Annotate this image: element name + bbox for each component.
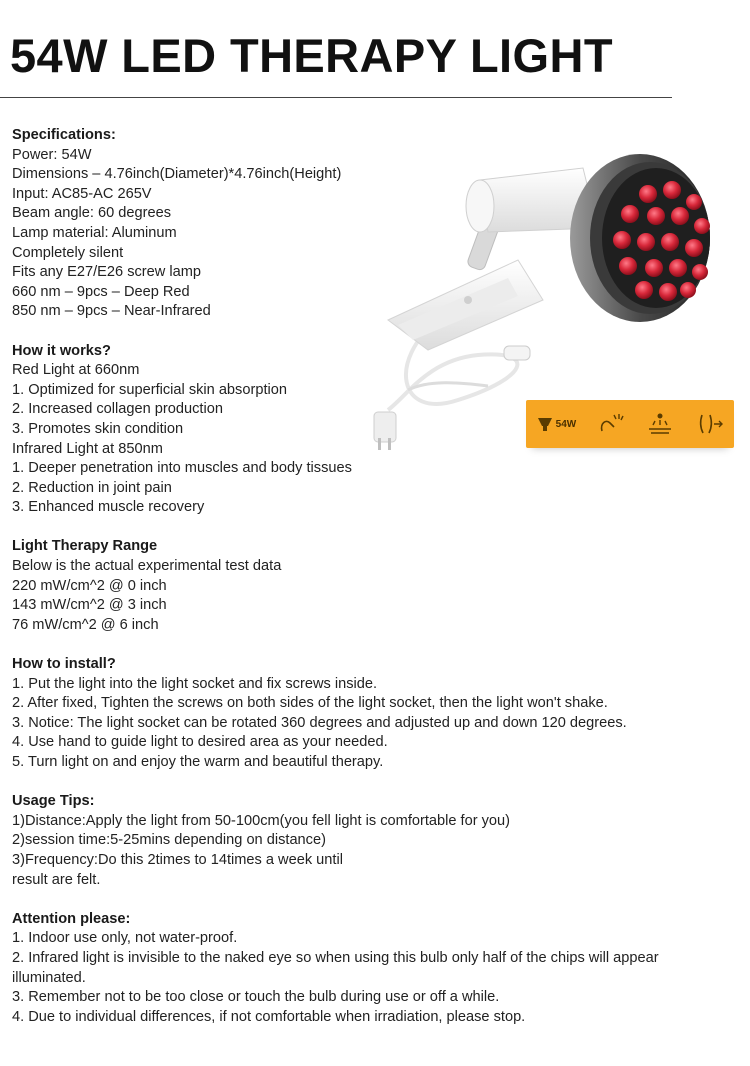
info-line: 3. Remember not to be too close or touch the bulb during use or off a while.: [12, 989, 500, 1006]
info-line: 2. Reduction in joint pain: [12, 479, 172, 496]
feature-badge: [645, 411, 675, 437]
hand-rays-icon: [596, 411, 626, 437]
spec-line: Beam angle: 60 degrees: [12, 205, 172, 222]
bulb-icon: [536, 415, 554, 433]
info-line: Red Light at 660nm: [12, 362, 140, 379]
section-title: Light Therapy Range: [12, 538, 158, 555]
spec-line: Completely silent: [12, 244, 124, 261]
info-line: 1. Put the light into the light socket and fix screws inside.: [12, 675, 378, 692]
info-line: 3. Notice: The light socket can be rotated 360 degrees and adjusted up and down 120 degrees.: [12, 714, 627, 731]
section-title: Specifications:: [12, 127, 116, 143]
light-rays-icon: [645, 411, 675, 437]
spec-line: Input: AC85-AC 265V: [12, 185, 152, 202]
spec-line: Fits any E27/E26 screw lamp: [12, 264, 201, 281]
info-line: 4. Due to individual differences, if not comfortable when irradiation, please stop.: [12, 1008, 526, 1025]
info-line: 220 mW/cm^2 @ 0 inch: [12, 577, 167, 594]
info-line: 2. Increased collagen production: [12, 401, 223, 418]
body-icon: [694, 411, 724, 437]
info-line: Infrared Light at 850nm: [12, 440, 163, 457]
section-therapy-range: [12, 537, 740, 635]
spec-line: 660 nm – 9pcs – Deep Red: [12, 283, 190, 300]
info-line: 2. Infrared light is invisible to the naked eye so when using this bulb only half of the chips will appear: [12, 949, 659, 966]
info-line: 3)Frequency:Do this 2times to 14times a week until: [12, 851, 343, 868]
feature-badge-strip: [526, 400, 734, 448]
info-line: 3. Promotes skin condition: [12, 420, 184, 437]
section-title: How to install?: [12, 656, 116, 673]
section-title: Attention please:: [12, 910, 131, 927]
section-usage-tips: [12, 792, 740, 890]
info-line: 5. Turn light on and enjoy the warm and beautiful therapy.: [12, 754, 384, 770]
info-line: 2. After fixed, Tighten the screws on both sides of the light socket, then the light won't shake.: [12, 695, 608, 712]
info-line: result are felt.: [12, 871, 101, 888]
section-attention: [12, 910, 740, 1028]
info-line: 4. Use hand to guide light to desired area as your needed.: [12, 734, 388, 751]
power-badge: [536, 415, 577, 433]
info-line: 143 mW/cm^2 @ 3 inch: [12, 597, 167, 614]
info-line: 2)session time:5-25mins depending on distance): [12, 832, 326, 849]
info-line: 1. Deeper penetration into muscles and body tissues: [12, 460, 352, 477]
info-line: illuminated.: [12, 969, 86, 986]
info-line: 1. Indoor use only, not water-proof.: [12, 930, 238, 947]
spec-line: Lamp material: Aluminum: [12, 224, 177, 241]
page-title: 54W LED THERAPY LIGHT: [10, 29, 613, 82]
info-line: 3. Enhanced muscle recovery: [12, 499, 205, 516]
info-line: 1)Distance:Apply the light from 50-100cm(you fell light is comfortable for you): [12, 812, 511, 829]
section-how-to-install: [12, 655, 740, 773]
section-title: How it works?: [12, 342, 111, 359]
info-line: 76 mW/cm^2 @ 6 inch: [12, 616, 159, 633]
feature-badge: [596, 411, 626, 437]
feature-badge: [694, 411, 724, 437]
spec-line: 850 nm – 9pcs – Near-Infrared: [12, 303, 211, 320]
spec-line: Dimensions – 4.76inch(Diameter)*4.76inch(Height): [12, 166, 342, 183]
info-line: 1. Optimized for superficial skin absorption: [12, 381, 287, 398]
title-divider: [0, 97, 672, 98]
spec-line: Power: 54W: [12, 146, 92, 163]
info-line: Below is the actual experimental test data: [12, 558, 282, 575]
power-label: 54W: [555, 418, 577, 430]
section-title: Usage Tips:: [12, 793, 95, 810]
